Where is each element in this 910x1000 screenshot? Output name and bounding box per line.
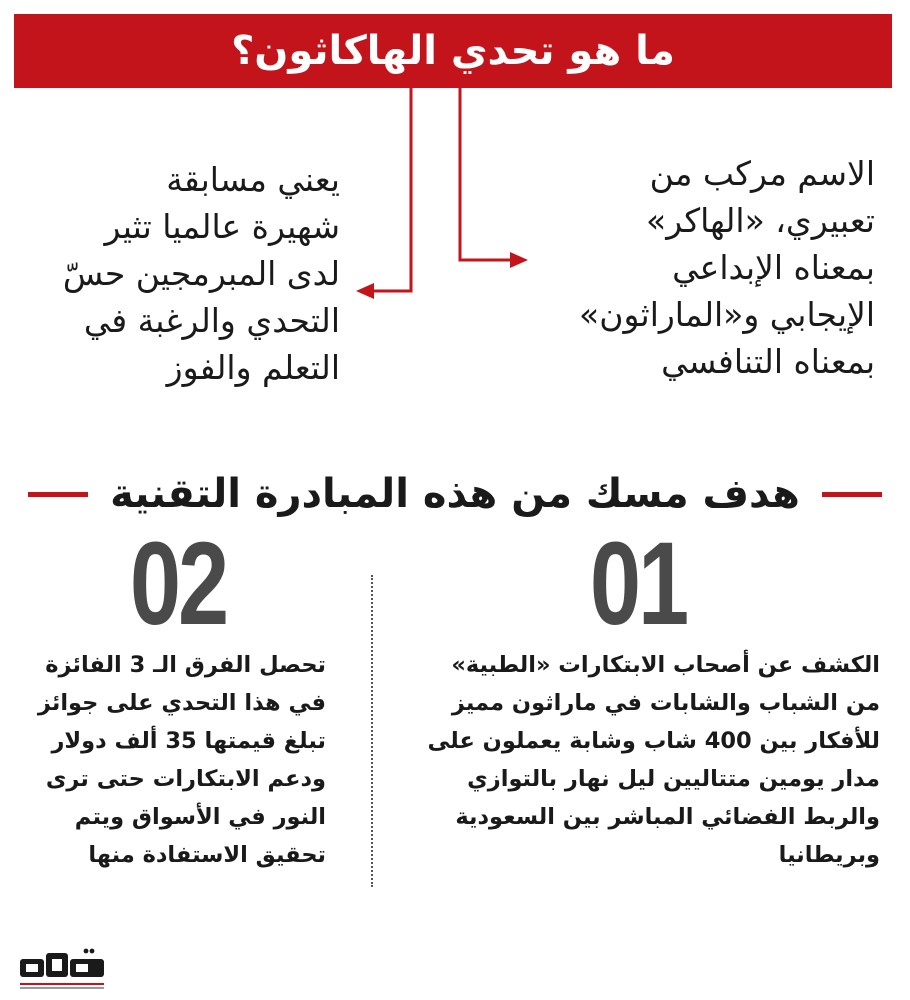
- definition-meaning-line: التعلم والفوز: [166, 348, 340, 387]
- definition-origin-line: تعبيري، «الهاكر»: [646, 201, 875, 240]
- goal-02-text: [6, 646, 326, 874]
- goal-01-line: والربط الفضائي المباشر بين السعودية: [455, 804, 880, 830]
- section-title: هدف مسك من هذه المبادرة التقنية: [110, 471, 800, 517]
- goal-01-line: للأفكار بين 400 شاب وشابة يعملون على: [427, 728, 880, 754]
- definition-origin-line: بمعناه التنافسي: [661, 342, 875, 381]
- page-title: ما هو تحدي الهاكاثون؟: [231, 28, 675, 74]
- section-rule-right: [822, 492, 882, 497]
- goal-02-line: تحقيق الاستفادة منها: [88, 842, 326, 868]
- left-connector-line: [368, 88, 411, 291]
- definition-meaning-line: شهيرة عالميا تثير: [104, 207, 340, 246]
- goal-01-line: الكشف عن أصحاب الابتكارات «الطبية»: [451, 652, 880, 678]
- goal-number-02: 02: [129, 518, 227, 650]
- goal-02-line: ودعم الابتكارات حتى ترى: [45, 766, 326, 792]
- definition-meaning: [20, 156, 340, 391]
- definition-origin-line: الاسم مركب من: [649, 154, 875, 193]
- goal-02-line: النور في الأسواق ويتم: [74, 804, 326, 830]
- goal-01-text: [380, 646, 880, 874]
- definition-meaning-line: التحدي والرغبة في: [83, 301, 340, 340]
- definition-origin-line: الإيجابي و«الماراثون»: [579, 295, 875, 334]
- goal-01-line: وبريطانيا: [778, 842, 880, 868]
- right-connector-line: [460, 88, 514, 260]
- column-divider: [371, 575, 373, 887]
- definition-meaning-line: لدى المبرمجين حسّ: [62, 254, 340, 293]
- definition-origin-line: بمعناه الإبداعي: [672, 248, 875, 287]
- goal-02-line: في هذا التحدي على جوائز: [37, 690, 326, 716]
- goal-02-line: تبلغ قيمتها 35 ألف دولار: [51, 728, 326, 754]
- section-rule-left: [28, 492, 88, 497]
- goal-01-line: مدار يومين متتاليين ليل نهار بالتوازي: [467, 766, 880, 792]
- goal-01-line: من الشباب والشابات في ماراثون مميز: [451, 690, 880, 716]
- goal-02-line: تحصل الفرق الـ 3 الفائزة: [45, 652, 326, 678]
- goal-number-01: 01: [589, 518, 687, 650]
- makkah-logo: [16, 945, 116, 993]
- section-heading: [0, 462, 910, 526]
- definition-name-origin: [515, 150, 875, 385]
- left-arrowhead-icon: [356, 283, 374, 299]
- definition-meaning-line: يعني مسابقة: [166, 160, 340, 199]
